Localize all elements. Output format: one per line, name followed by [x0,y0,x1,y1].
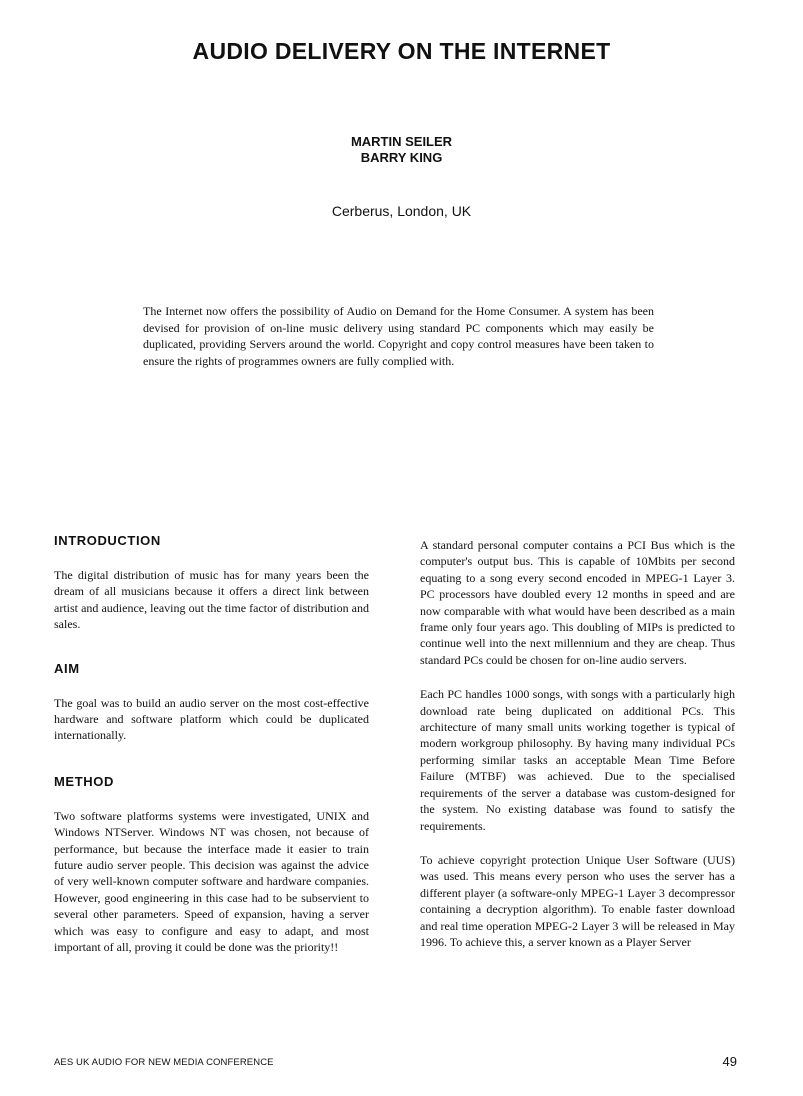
aim-paragraph: The goal was to build an audio server on the most cost-effective hardware and software platform which could be duplicated internationally. [54,695,369,743]
section-heading-introduction: INTRODUCTION [54,533,161,548]
author-name: MARTIN SEILER [350,134,453,149]
page-number: 49 [722,1054,737,1069]
paper-title: AUDIO DELIVERY ON THE INTERNET [192,38,611,64]
author-name: BARRY KING [360,150,443,165]
section-heading-aim: AIM [54,660,80,676]
abstract: The Internet now offers the possibility of Audio on Demand for the Home Consumer. A system has been devised for provision of on-line music delivery using standard PC components which may easily be duplicated, providing Servers around the world. Copyright and copy control measures have been taken to ensure the rights of programmes owners are fully complied with. [143,304,654,368]
section-heading-method: METHOD [54,773,114,789]
body-paragraph: A standard personal computer contains a PCI Bus which is the computer's output bus. This is capable of 10Mbits per second equating to a song every second encoded in MPEG-1 Layer 3. PC processors have doubled every 12 months in speed and are now comparable with what would have been described as a main frame only four years ago. This doubling of MIPs is predicted to continue well into the next millennium and they are cheap. Thus standard PCs could be chosen for on-line audio servers. [420,538,735,667]
right-column [420,537,735,950]
body-paragraph: To achieve copyright protection Unique User Software (UUS) was used. This means every person who uses the server has a different player (a software-only MPEG-1 Layer 3 decompressor containing a decryption algorithm). To enable faster download and real time operation MPEG-2 Layer 3 will be released in May 1996. To achieve this, a server known as a Player Server [420,852,735,949]
method-paragraph: Two software platforms systems were investigated, UNIX and Windows NTServer. Windows NT was chosen, not because of performance, but because the interface made it easier to train future audio server people. This decision was against the advice of very well-known computer software and hardware companies. However, good engineering in this case had to be subservient to several other parameters. Speed of expansion, having a server which was easy to configure and easy to adapt, and most important of all, proving it could be done was the priority!! [54,808,369,955]
body-paragraph: Each PC handles 1000 songs, with songs with a particularly high download rate being duplicated on additional PCs. This architecture of many small units working together is typical of modern workgroup philosophy. By having many individual PCs performing similar tasks an acceptable Mean Time Before Failure (MTBF) was achieved. Due to the specialised requirements of the server a database was custom-designed for the system. No existing database was found to satisfy the requirements. [420,687,735,833]
author-list [0,134,803,166]
affiliation: Cerberus, London, UK [331,203,472,219]
footer-conference-name: AES UK AUDIO FOR NEW MEDIA CONFERENCE [54,1057,274,1068]
introduction-paragraph: The digital distribution of music has for many years been the dream of all musicians because it offers a direct link between artist and audience, leaving out the time factor of distribution and sales. [54,568,369,632]
left-column [54,533,369,956]
